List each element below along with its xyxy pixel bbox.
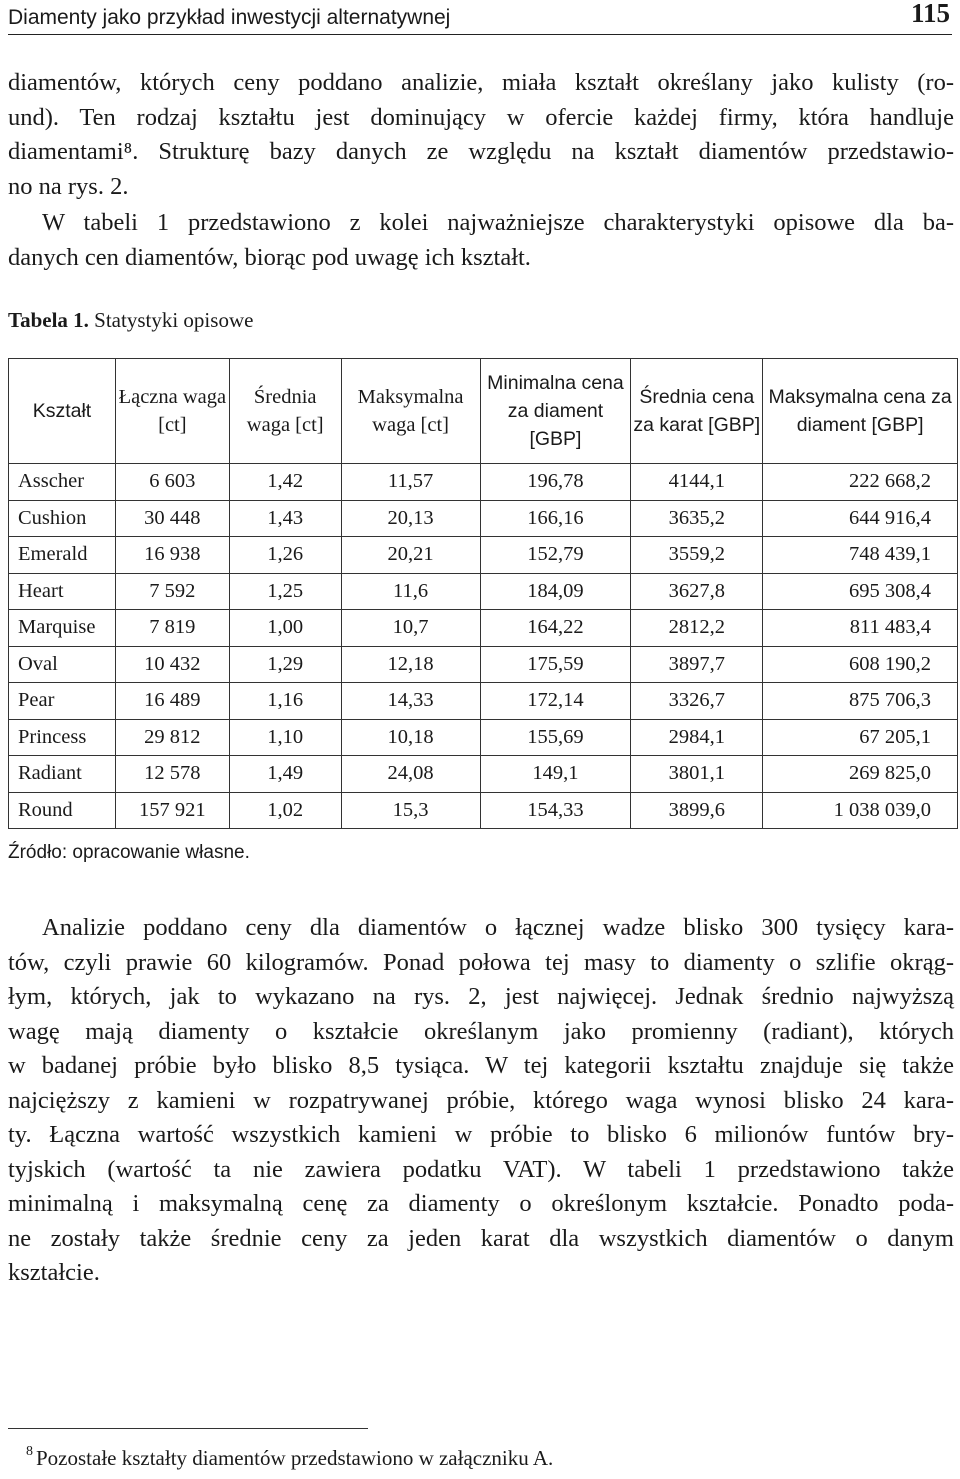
- table-row: [9, 756, 958, 793]
- shape-name-cell: Heart: [9, 573, 116, 610]
- table-cell: 269 825,0: [763, 756, 958, 793]
- column-header: Średnia cena za karat [GBP]: [631, 359, 763, 464]
- running-title: Diamenty jako przykład inwestycji alternatywnej: [8, 6, 451, 29]
- table-cell: 1,00: [229, 610, 341, 647]
- table-cell: 20,13: [341, 500, 480, 537]
- shape-name-cell: Cushion: [9, 500, 116, 537]
- paragraph-line: tyjskich (wartość ta nie zawiera podatku VAT). W tabeli 1 przedstawiono także: [8, 1155, 954, 1183]
- column-header: Minimalna cena za diament [GBP]: [480, 359, 631, 464]
- footnote-text: Pozostałe kształty diamentów przedstawiono w załączniku A.: [36, 1446, 554, 1470]
- paragraph-3: [8, 911, 954, 1291]
- table-cell: 1,26: [229, 537, 341, 574]
- table-cell: 1,49: [229, 756, 341, 793]
- table-cell: 748 439,1: [763, 537, 958, 574]
- table-cell: 166,16: [480, 500, 631, 537]
- table-cell: 30 448: [115, 500, 229, 537]
- table-cell: 20,21: [341, 537, 480, 574]
- table-cell: 14,33: [341, 683, 480, 720]
- footnote: [26, 1444, 554, 1471]
- table-cell: 149,1: [480, 756, 631, 793]
- table-cell: 11,6: [341, 573, 480, 610]
- table-caption-text: Statystyki opisowe: [88, 308, 254, 332]
- table-row: [9, 646, 958, 683]
- footnote-mark: 8: [26, 1444, 33, 1459]
- table-cell: 175,59: [480, 646, 631, 683]
- table-cell: 3635,2: [631, 500, 763, 537]
- table-cell: 67 205,1: [763, 719, 958, 756]
- table-cell: 3559,2: [631, 537, 763, 574]
- table-cell: 875 706,3: [763, 683, 958, 720]
- table-cell: 157 921: [115, 792, 229, 829]
- table-cell: 12 578: [115, 756, 229, 793]
- paragraph-line: danych cen diamentów, biorąc pod uwagę ich kształt.: [8, 243, 531, 271]
- table-cell: 1,02: [229, 792, 341, 829]
- table-cell: 6 603: [115, 464, 229, 501]
- paragraph-line: und). Ten rodzaj kształtu jest dominujący w ofercie każdej firmy, która handluje: [8, 103, 954, 131]
- table-cell: 1,10: [229, 719, 341, 756]
- paragraph-line: ne zostały także średnie ceny za jeden karat dla wszystkich diamentów o danym: [8, 1224, 954, 1252]
- table-cell: 608 190,2: [763, 646, 958, 683]
- table-cell: 11,57: [341, 464, 480, 501]
- table-header-row: [9, 359, 958, 464]
- table-cell: 811 483,4: [763, 610, 958, 647]
- table-body: [9, 464, 958, 829]
- column-header: Maksymalna waga [ct]: [341, 359, 480, 464]
- table-cell: 184,09: [480, 573, 631, 610]
- shape-name-cell: Asscher: [9, 464, 116, 501]
- paragraph-line: łym, których, jak to wykazano na rys. 2, jest najwięcej. Jednak średnio najwyższą: [8, 983, 954, 1010]
- table-cell: 164,22: [480, 610, 631, 647]
- paragraph-line: najcięższy z kamieni w rozpatrywanej próbie, którego waga wynosi blisko 24 kara-: [8, 1086, 954, 1114]
- table-cell: 3897,7: [631, 646, 763, 683]
- table-cell: 10,18: [341, 719, 480, 756]
- column-header: Średnia waga [ct]: [229, 359, 341, 464]
- table-cell: 2984,1: [631, 719, 763, 756]
- paragraph-line: wagę mają diamenty o kształcie określanym jako promienny (radiant), których: [8, 1017, 954, 1045]
- table-cell: 152,79: [480, 537, 631, 574]
- table-row: [9, 719, 958, 756]
- table-cell: 4144,1: [631, 464, 763, 501]
- table-cell: 3899,6: [631, 792, 763, 829]
- table-row: [9, 573, 958, 610]
- table-cell: 12,18: [341, 646, 480, 683]
- column-header: Łączna waga [ct]: [115, 359, 229, 464]
- table-cell: 29 812: [115, 719, 229, 756]
- column-header: Kształt: [9, 359, 116, 464]
- footnote-rule: [8, 1428, 368, 1429]
- table-row: [9, 537, 958, 574]
- table-cell: 7 592: [115, 573, 229, 610]
- table-cell: 196,78: [480, 464, 631, 501]
- table-cell: 15,3: [341, 792, 480, 829]
- table-cell: 1,42: [229, 464, 341, 501]
- statistics-table: [8, 358, 958, 829]
- paragraph-line: w badanej próbie było blisko 8,5 tysiąca. W tej kategorii kształtu znajduje się także: [8, 1052, 954, 1079]
- paragraph-1: [8, 66, 954, 204]
- table-cell: 155,69: [480, 719, 631, 756]
- table-source: Źródło: opracowanie własne.: [8, 842, 250, 863]
- table-cell: 222 668,2: [763, 464, 958, 501]
- paragraph-line: minimalną i maksymalną cenę za diamenty o określonym kształcie. Ponadto poda-: [8, 1190, 954, 1217]
- table-row: [9, 500, 958, 537]
- table-row: [9, 683, 958, 720]
- table-row: [9, 610, 958, 647]
- paragraph-line: no na rys. 2.: [8, 172, 129, 200]
- shape-name-cell: Marquise: [9, 610, 116, 647]
- table-cell: 1,43: [229, 500, 341, 537]
- paragraph-line: diamentów, których ceny poddano analizie, miała kształt określany jako kulisty (ro-: [8, 69, 954, 96]
- shape-name-cell: Round: [9, 792, 116, 829]
- paragraph-line: W tabeli 1 przedstawiono z kolei najważniejsze charakterystyki opisowe dla ba-: [42, 209, 954, 236]
- table-cell: 3326,7: [631, 683, 763, 720]
- paragraph-2: [8, 206, 954, 275]
- table-cell: 644 916,4: [763, 500, 958, 537]
- table-caption: [8, 308, 253, 333]
- paragraph-line: Analizie poddano ceny dla diamentów o łącznej wadze blisko 300 tysięcy kara-: [42, 914, 954, 941]
- running-header: [8, 0, 952, 35]
- shape-name-cell: Princess: [9, 719, 116, 756]
- shape-name-cell: Pear: [9, 683, 116, 720]
- paragraph-line: tów, czyli prawie 60 kilogramów. Ponad połowa tej masy to diamenty o szlifie okrąg-: [8, 948, 954, 976]
- paragraph-line: ty. Łączna wartość wszystkich kamieni w próbie to blisko 6 milionów funtów bry-: [8, 1121, 954, 1148]
- table-cell: 1,16: [229, 683, 341, 720]
- table-cell: 3627,8: [631, 573, 763, 610]
- table-cell: 10 432: [115, 646, 229, 683]
- shape-name-cell: Emerald: [9, 537, 116, 574]
- column-header: Maksymalna cena za diament [GBP]: [763, 359, 958, 464]
- paragraph-line: kształcie.: [8, 1259, 100, 1286]
- table-cell: 1,25: [229, 573, 341, 610]
- shape-name-cell: Oval: [9, 646, 116, 683]
- table-cell: 16 938: [115, 537, 229, 574]
- table-cell: 154,33: [480, 792, 631, 829]
- table-cell: 7 819: [115, 610, 229, 647]
- shape-name-cell: Radiant: [9, 756, 116, 793]
- table-cell: 2812,2: [631, 610, 763, 647]
- table-cell: 24,08: [341, 756, 480, 793]
- table-cell: 16 489: [115, 683, 229, 720]
- page-number: 115: [910, 0, 950, 28]
- paragraph-line: diamentami⁸. Strukturę bazy danych ze względu na kształt diamentów przedstawio-: [8, 138, 954, 165]
- table-cell: 172,14: [480, 683, 631, 720]
- table-row: [9, 464, 958, 501]
- table-cell: 3801,1: [631, 756, 763, 793]
- table-caption-label: Tabela 1.: [8, 308, 89, 332]
- table-cell: 1 038 039,0: [763, 792, 958, 829]
- table-row: [9, 792, 958, 829]
- table-cell: 695 308,4: [763, 573, 958, 610]
- table-cell: 10,7: [341, 610, 480, 647]
- table-cell: 1,29: [229, 646, 341, 683]
